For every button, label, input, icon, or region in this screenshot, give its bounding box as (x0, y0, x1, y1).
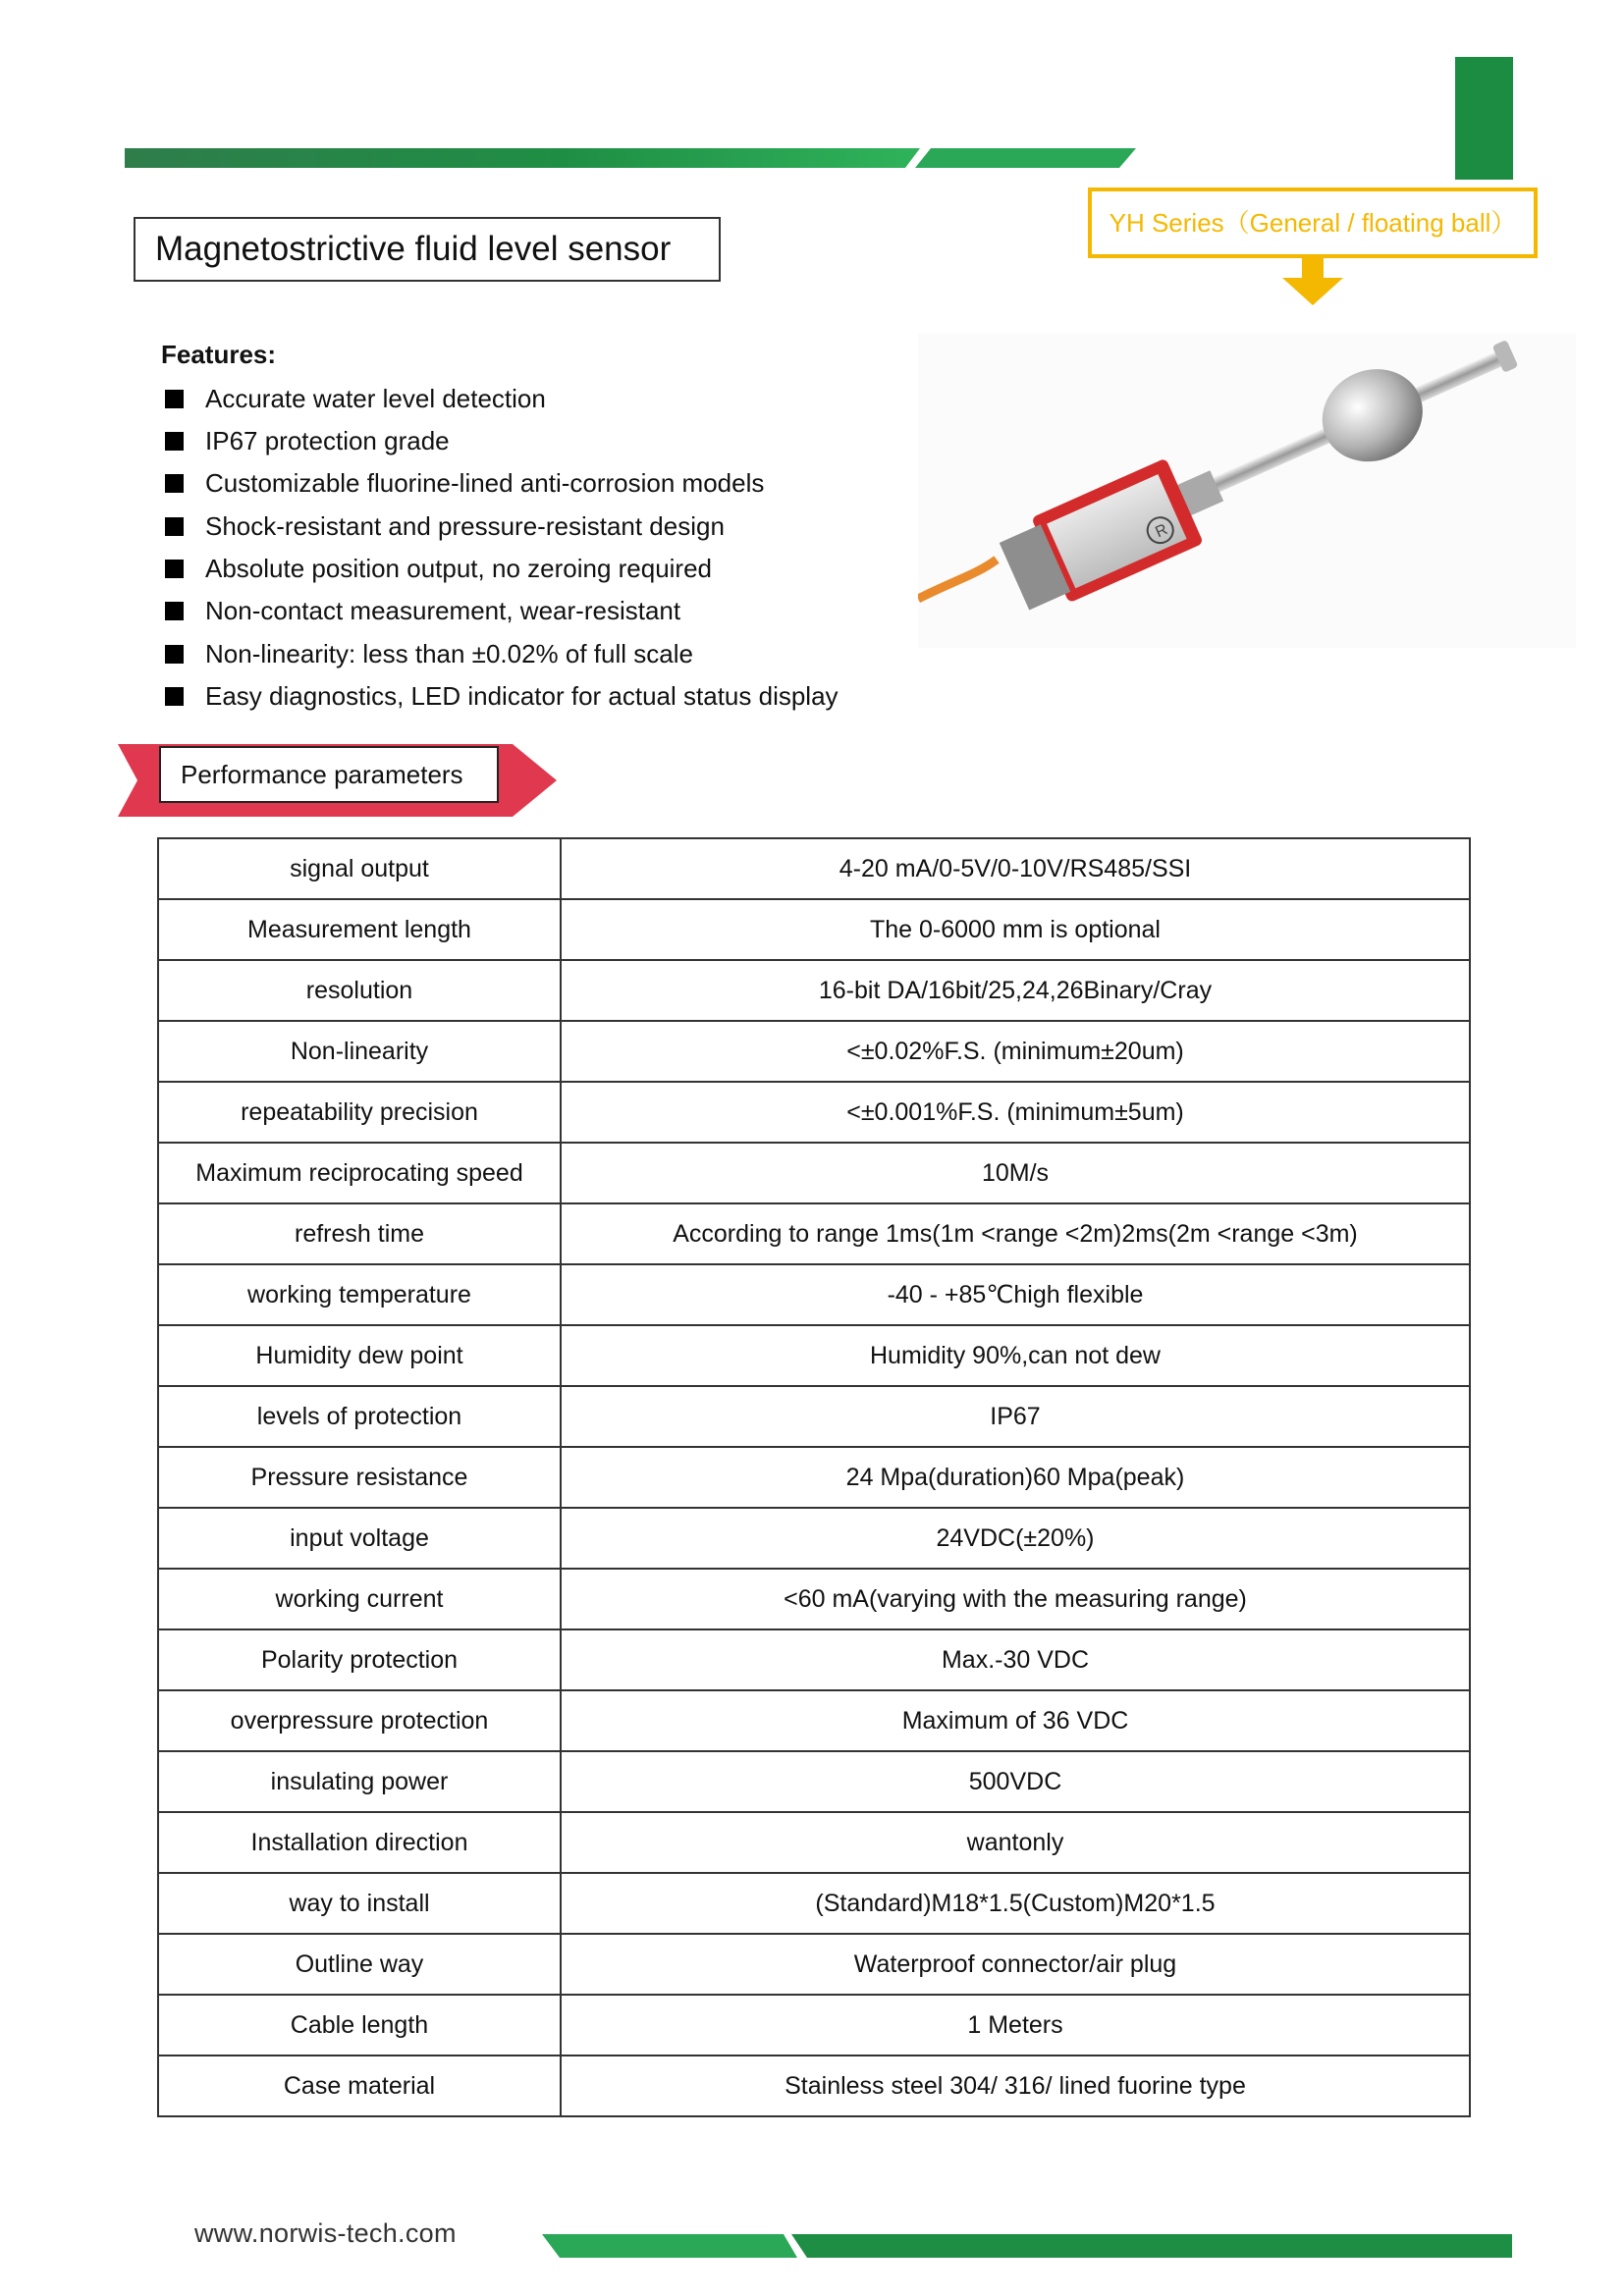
table-row (158, 899, 1470, 960)
bullet-square-icon (165, 560, 184, 578)
param-value: IP67 (561, 1386, 1470, 1447)
table-row (158, 1386, 1470, 1447)
table-row (158, 1934, 1470, 1995)
param-value: 4-20 mA/0-5V/0-10V/RS485/SSI (561, 838, 1470, 899)
param-name: overpressure protection (158, 1690, 561, 1751)
feature-item: Absolute position output, no zeroing required (165, 549, 712, 588)
bullet-square-icon (165, 390, 184, 408)
table-row (158, 838, 1470, 899)
feature-item: Non-linearity: less than ±0.02% of full scale (165, 634, 693, 673)
param-value: -40 - +85℃high flexible (561, 1264, 1470, 1325)
table-row (158, 1751, 1470, 1812)
bullet-square-icon (165, 645, 184, 664)
table-row (158, 1082, 1470, 1143)
down-arrow-icon (1282, 258, 1343, 307)
param-value: <±0.001%F.S. (minimum±5um) (561, 1082, 1470, 1143)
table-row (158, 1325, 1470, 1386)
param-value: <60 mA(varying with the measuring range) (561, 1569, 1470, 1629)
param-name: Maximum reciprocating speed (158, 1143, 561, 1203)
param-name: way to install (158, 1873, 561, 1934)
param-name: resolution (158, 960, 561, 1021)
param-name: levels of protection (158, 1386, 561, 1447)
footer-green-bar-short (542, 2234, 797, 2258)
feature-item: IP67 protection grade (165, 421, 450, 460)
param-name: Cable length (158, 1995, 561, 2056)
param-name: working temperature (158, 1264, 561, 1325)
section-label: Performance parameters (159, 746, 499, 803)
param-name: Measurement length (158, 899, 561, 960)
series-label: YH Series（General / floating ball） (1088, 187, 1538, 258)
table-row (158, 1264, 1470, 1325)
param-name: input voltage (158, 1508, 561, 1569)
param-name: Humidity dew point (158, 1325, 561, 1386)
svg-text:R: R (1153, 521, 1170, 542)
feature-item: Accurate water level detection (165, 379, 546, 418)
param-name: Non-linearity (158, 1021, 561, 1082)
header-green-bar (125, 148, 920, 168)
footer-decoration (530, 2222, 1532, 2262)
bullet-square-icon (165, 602, 184, 620)
param-name: Pressure resistance (158, 1447, 561, 1508)
param-name: refresh time (158, 1203, 561, 1264)
param-value: wantonly (561, 1812, 1470, 1873)
param-name: insulating power (158, 1751, 561, 1812)
header-green-tab (1455, 57, 1513, 180)
table-row (158, 1203, 1470, 1264)
param-value: 24 Mpa(duration)60 Mpa(peak) (561, 1447, 1470, 1508)
page-title: Magnetostrictive fluid level sensor (134, 217, 721, 282)
table-row (158, 1508, 1470, 1569)
table-row (158, 960, 1470, 1021)
param-value: The 0-6000 mm is optional (561, 899, 1470, 960)
feature-item: Easy diagnostics, LED indicator for actual status display (165, 676, 839, 716)
param-name: Polarity protection (158, 1629, 561, 1690)
param-value: According to range 1ms(1m <range <2m)2ms(2m <range <3m) (561, 1203, 1470, 1264)
table-row (158, 2056, 1470, 2116)
header-green-bar-short (915, 148, 1136, 168)
param-value: 1 Meters (561, 1995, 1470, 2056)
product-image (918, 334, 1576, 648)
bullet-square-icon (165, 687, 184, 706)
param-value: Max.-30 VDC (561, 1629, 1470, 1690)
param-value: <±0.02%F.S. (minimum±20um) (561, 1021, 1470, 1082)
bullet-square-icon (165, 517, 184, 536)
features-heading: Features: (161, 340, 277, 369)
table-row (158, 1143, 1470, 1203)
table-row (158, 1995, 1470, 2056)
param-name: repeatability precision (158, 1082, 561, 1143)
param-value: (Standard)M18*1.5(Custom)M20*1.5 (561, 1873, 1470, 1934)
feature-item: Shock-resistant and pressure-resistant design (165, 507, 725, 546)
footer-website-link[interactable]: www.norwis-tech.com (194, 2218, 457, 2248)
param-value: Maximum of 36 VDC (561, 1690, 1470, 1751)
table-row (158, 1629, 1470, 1690)
param-value: 24VDC(±20%) (561, 1508, 1470, 1569)
table-row (158, 1690, 1470, 1751)
param-name: Outline way (158, 1934, 561, 1995)
param-value: Waterproof connector/air plug (561, 1934, 1470, 1995)
table-row (158, 1021, 1470, 1082)
bullet-square-icon (165, 474, 184, 493)
table-row (158, 1812, 1470, 1873)
param-name: Installation direction (158, 1812, 561, 1873)
header-decoration (0, 0, 1624, 196)
table-row (158, 1569, 1470, 1629)
feature-item: Non-contact measurement, wear-resistant (165, 591, 680, 630)
table-row (158, 1447, 1470, 1508)
param-name: signal output (158, 838, 561, 899)
param-value: 16-bit DA/16bit/25,24,26Binary/Cray (561, 960, 1470, 1021)
parameters-table (157, 837, 1471, 2117)
param-name: Case material (158, 2056, 561, 2116)
bullet-square-icon (165, 432, 184, 451)
footer-green-bar (791, 2234, 1512, 2258)
param-value: 500VDC (561, 1751, 1470, 1812)
param-value: 10M/s (561, 1143, 1470, 1203)
table-row (158, 1873, 1470, 1934)
param-name: working current (158, 1569, 561, 1629)
feature-item: Customizable fluorine-lined anti-corrosion models (165, 463, 764, 503)
param-value: Humidity 90%,can not dew (561, 1325, 1470, 1386)
param-value: Stainless steel 304/ 316/ lined fuorine type (561, 2056, 1470, 2116)
